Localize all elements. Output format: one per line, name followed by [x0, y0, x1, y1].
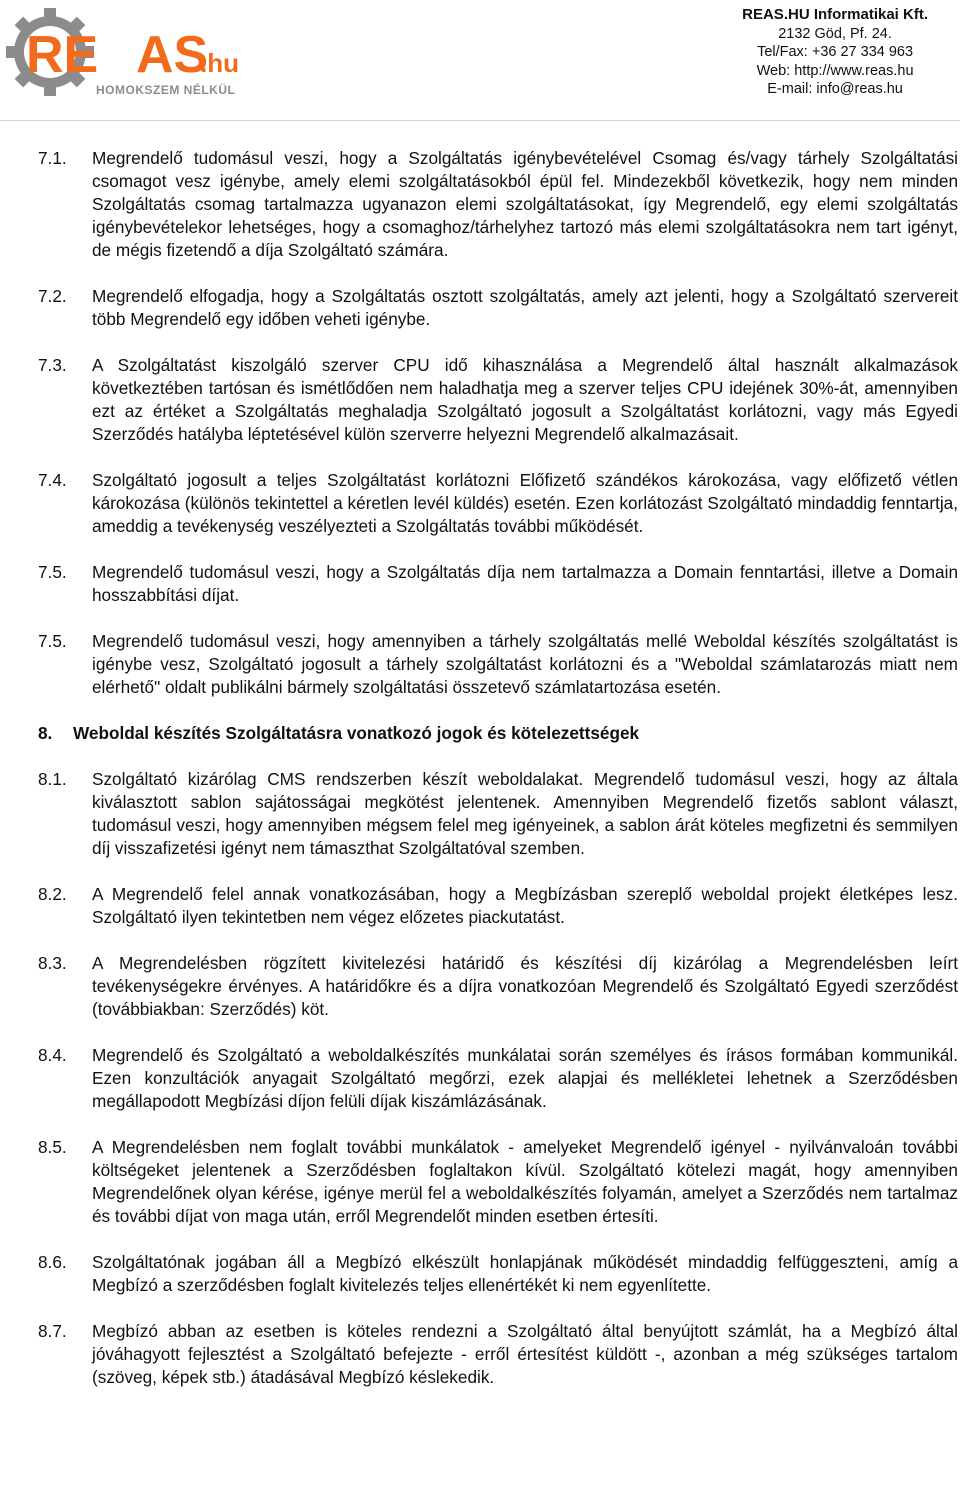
clause-text: Megrendelő elfogadja, hogy a Szolgáltatás osztott szolgáltatás, amely azt jelenti, hogy a Szolgáltató szervereit több Megrendelő egy időben veheti igénybe. [92, 286, 958, 329]
clause-number: 8.7. [38, 1321, 67, 1341]
logo-suffix-text: .hu [200, 48, 239, 78]
clause-7-2 [38, 285, 958, 331]
clause-text: Megrendelő és Szolgáltató a weboldalkészítés munkálatai során személyes és írásos formában kommunikál. Ezen konzultációk anyagait Szolgáltató megőrzi, ezek alapjai és mellékletei lehetnek a Szerződésben megállapodott Megbízási díjon felüli díjak kiszámlázásának. [92, 1045, 958, 1111]
clause-text: Megrendelő tudomásul veszi, hogy amennyiben a tárhely szolgáltatás mellé Weboldal készítés szolgáltatást is igénybe vesz, Szolgáltató jogosult a tárhely szolgáltatást korlátozni és a "Weboldal számlatarozás miatt nem elérhető" oldalt publikálni bármely szolgáltatási összetevő számlatartozása esetén. [92, 631, 958, 697]
clause-8-4 [38, 1044, 958, 1113]
page-header [0, 0, 960, 120]
clause-7-3 [38, 354, 958, 446]
clause-number: 7.1. [38, 148, 67, 168]
section-number: 8. [38, 723, 53, 743]
clause-7-5b [38, 630, 958, 699]
section-heading-8 [38, 722, 958, 745]
clause-number: 8.2. [38, 884, 67, 904]
logo-brand-mid-text: AS [136, 26, 209, 84]
clause-8-3 [38, 952, 958, 1021]
logo-brand-text: RE [26, 26, 99, 84]
clause-7-1 [38, 147, 958, 262]
clause-number: 8.6. [38, 1252, 67, 1272]
section-title: Weboldal készítés Szolgáltatásra vonatkozó jogok és kötelezettségek [73, 723, 640, 743]
clause-text: Szolgáltató jogosult a teljes Szolgáltatást korlátozni Előfizető szándékos károkozása, vagy előfizető vétlen károkozása (különös tekintettel a kéretlen levél küldés) esetén. Ezen korlátozást Szolgáltató mindaddig fenntartja, ameddig a tevékenység veszélyezteti a Szolgáltatás további működését. [92, 470, 958, 536]
clause-number: 7.2. [38, 286, 67, 306]
clause-number: 8.5. [38, 1137, 67, 1157]
clause-number: 7.4. [38, 470, 67, 490]
document-body [38, 147, 958, 1412]
clause-text: Szolgáltató kizárólag CMS rendszerben készít weboldalakat. Megrendelő tudomásul veszi, hogy az általa kiválasztott sablon sajátosságai megkötést jelentenek. Amennyiben Megrendelő fizetős sablont választ, tudomásul veszi, hogy amennyiben mégsem felel meg igényeinek, a sablon árát köteles megfizetni és semmilyen díj visszafizetési igényt nem támaszthat Szolgáltatóval szemben. [92, 769, 958, 858]
clause-number: 8.4. [38, 1045, 67, 1065]
clause-number: 7.5. [38, 562, 67, 582]
clause-text: A Megrendelő felel annak vonatkozásában, hogy a Megbízásban szereplő weboldal projekt életképes lesz. Szolgáltató ilyen tekintetben nem végez előzetes piackutatást. [92, 884, 958, 927]
header-divider [0, 120, 960, 121]
clause-text: Megrendelő tudomásul veszi, hogy a Szolgáltatás díja nem tartalmazza a Domain fenntartási, illetve a Domain hosszabbítási díjat. [92, 562, 958, 605]
clause-number: 7.3. [38, 355, 67, 375]
clause-text: Szolgáltatónak jogában áll a Megbízó elkészült honlapjának működését mindaddig felfüggeszteni, amíg a Megbízó a szerződésben foglalt kivitelezés teljes ellenértékét ki nem egyenlítette. [92, 1252, 958, 1295]
clause-8-6 [38, 1251, 958, 1297]
clause-text: Megbízó abban az esetben is köteles rendezni a Szolgáltató által benyújtott számlát, ha a Megbízó által jóváhagyott fejlesztést a Szolgáltató befejezte - erről értesítést küldött -, azonban a még szükséges tartalom (szöveg, képek stb.) átadásával Megbízó késlekedik. [92, 1321, 958, 1387]
clause-8-2 [38, 883, 958, 929]
clause-text: A Megrendelésben nem foglalt további munkálatok - amelyeket Megrendelő igényel - nyilvánvaloán további költségeket jelentenek a Szerződésben foglaltakon kívül. Szolgáltató kötelezi magát, hogy amennyiben Megrendelőnek olyan kérése, igénye merül fel a weboldalkészítés folyamán, amelyet a Szerződés nem tartalmaz és további díjat von maga után, erről Megrendelőt minden esetben értesíti. [92, 1137, 958, 1226]
clause-8-7 [38, 1320, 958, 1389]
logo-slogan-text: HOMOKSZEM NÉLKÜL [96, 83, 236, 97]
clause-number: 8.3. [38, 953, 67, 973]
company-phone: Tel/Fax: +36 27 334 963 [757, 44, 914, 61]
company-address: 2132 Göd, Pf. 24. [778, 25, 892, 42]
clause-7-4 [38, 469, 958, 538]
clause-text: Megrendelő tudomásul veszi, hogy a Szolgáltatás igénybevételével Csomag és/vagy tárhely Szolgáltatási csomagot vesz igénybe, amely elemi szolgáltatásokból épül fel. Mindezekből következik, hogy nem minden Szolgáltatás csomag tartalmazza ugyanazon elemi szolgáltatásokat, így Megrendelő, egy elemi szolgáltatás igénybevételekor lehetséges, hogy a csomaghoz/tárhelyhez tartozó más elemi szolgáltatásokra nem tart igényt, de mégis fizetendő a díja Szolgáltató számára. [92, 148, 958, 260]
clause-7-5a [38, 561, 958, 607]
company-email: E-mail: info@reas.hu [767, 81, 903, 98]
clause-number: 8.1. [38, 769, 67, 789]
company-contact [742, 6, 928, 99]
company-web: Web: http://www.reas.hu [756, 62, 914, 79]
clause-8-1 [38, 768, 958, 860]
clause-8-5 [38, 1136, 958, 1228]
clause-number: 7.5. [38, 631, 67, 651]
reas-logo [4, 4, 264, 108]
company-name: REAS.HU Informatikai Kft. [742, 6, 928, 23]
clause-text: A Szolgáltatást kiszolgáló szerver CPU idő kihasználása a Megrendelő által használt alkalmazások következtében tartósan és ismétlődően nem haladhatja meg a szerver teljes CPU idejének 30%-át, amennyiben ezt az értéket a Szolgáltatás meghaladja Szolgáltató jogosult a Szolgáltatást korlátozni, vagy más Egyedi Szerződés hatályba léptetésével külön szerverre helyezni Megrendelő alkalmazásait. [92, 355, 958, 444]
clause-text: A Megrendelésben rögzített kivitelezési határidő és készítési díj kizárólag a Megrendelésben leírt tevékenységekre érvényes. A határidőkre és a díjra vonatkozóan Megrendelő és Szolgáltató Egyedi szerződést (továbbiakban: Szerződés) köt. [92, 953, 958, 1019]
